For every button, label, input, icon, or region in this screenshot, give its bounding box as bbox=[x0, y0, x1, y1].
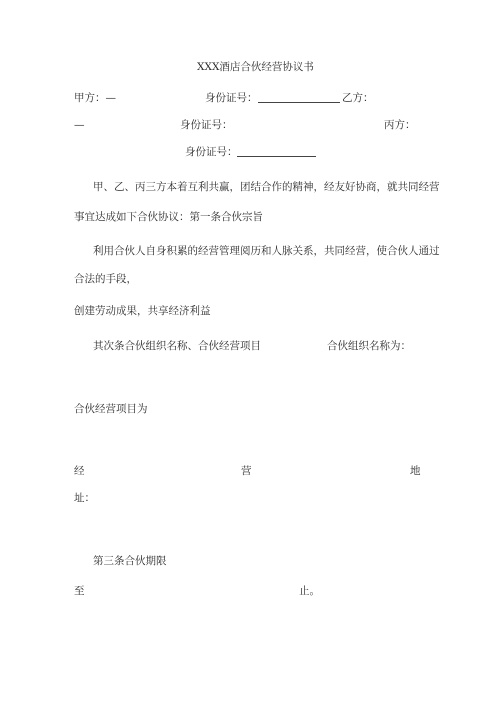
id-number-label-2: 身份证号： bbox=[180, 119, 233, 131]
intro-paragraph-line-2: 事宜达成如下合伙协议：第一条合伙宗旨 bbox=[74, 211, 263, 223]
project-label: 合伙经营项目为 bbox=[74, 403, 148, 415]
purpose-paragraph-line-3: 创建劳动成果，共享经济利益 bbox=[74, 305, 211, 317]
id-number-label-3: 身份证号： bbox=[185, 146, 238, 158]
party-a-label: 甲方：— bbox=[74, 92, 116, 104]
article-2-heading: 其次条合伙组织名称、合伙经营项目 bbox=[93, 340, 261, 352]
address-char-2: 营 bbox=[241, 465, 252, 477]
address-char-3: 地 bbox=[410, 465, 421, 477]
address-char-4: 址： bbox=[74, 492, 95, 504]
purpose-paragraph-line-2: 合法的手段， bbox=[74, 273, 137, 285]
term-from-label: 至 bbox=[74, 585, 85, 597]
intro-paragraph-line-1: 甲、乙、丙三方本着互利共赢，团结合作的精神，经友好协商，就共同经营 bbox=[93, 181, 440, 193]
article-3-heading: 第三条合伙期限 bbox=[93, 555, 167, 567]
purpose-paragraph-line-1: 利用合伙人自身积累的经营管理阅历和人脉关系，共同经营，使合伙人通过 bbox=[93, 245, 440, 257]
address-char-1: 经 bbox=[74, 465, 85, 477]
party-b-dash: — bbox=[74, 119, 85, 131]
id-number-blank-1 bbox=[258, 93, 340, 103]
id-number-label-1: 身份证号： bbox=[205, 92, 258, 104]
term-end-label: 止。 bbox=[299, 585, 320, 597]
document-title: XXX酒店合伙经营协议书 bbox=[197, 61, 314, 73]
party-c-label: 丙方： bbox=[384, 119, 416, 131]
org-name-label: 合伙组织名称为： bbox=[327, 340, 411, 352]
id-number-blank-3 bbox=[237, 147, 316, 157]
party-b-label: 乙方： bbox=[342, 92, 374, 104]
